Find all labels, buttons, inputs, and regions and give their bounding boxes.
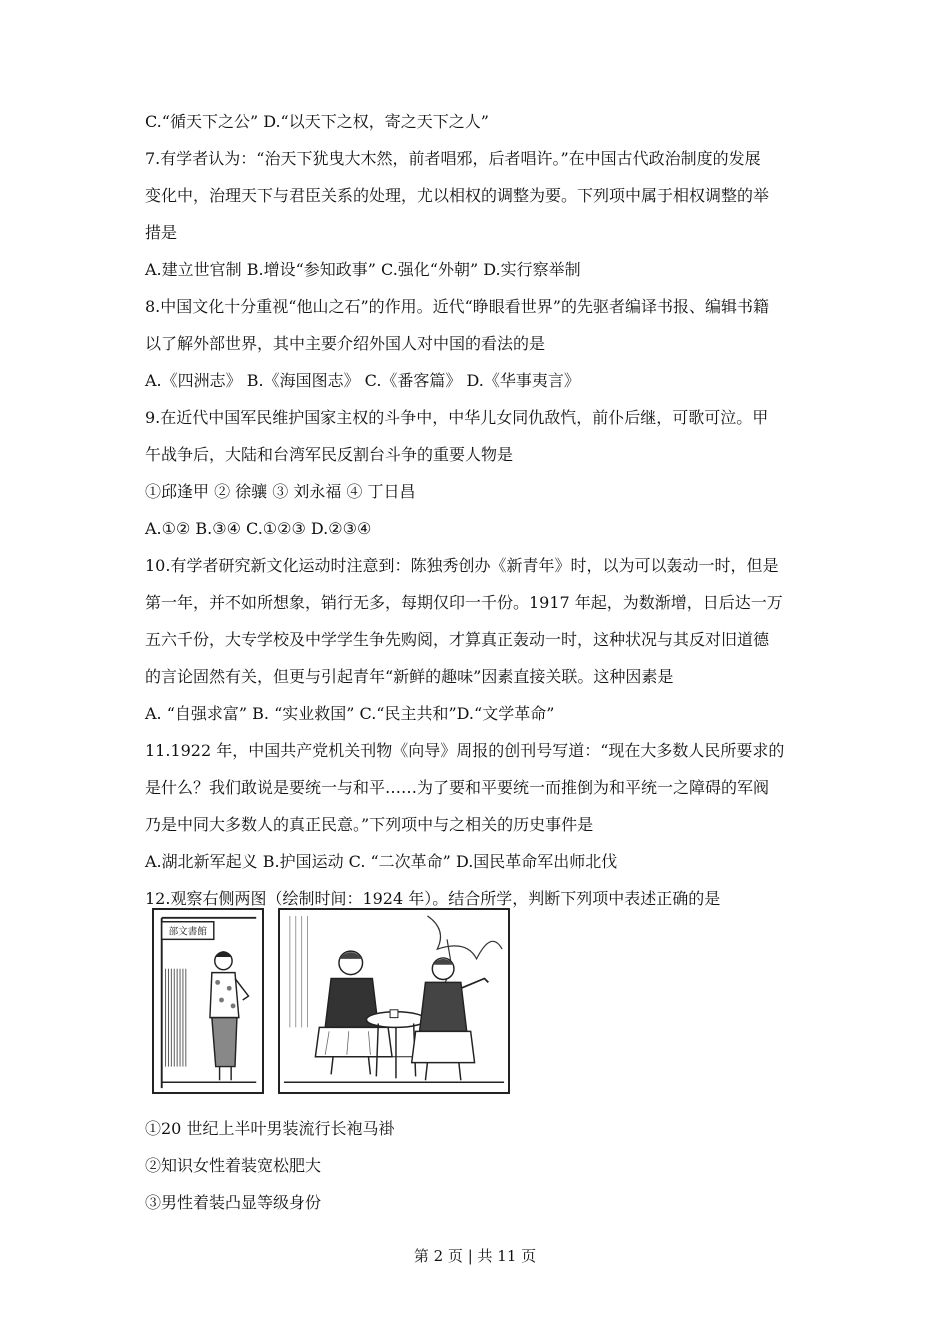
- page-footer: 第 2 页 | 共 11 页: [413, 1247, 537, 1265]
- text-line: 午战争后，大陆和台湾军民反割台斗争的重要人物是: [145, 445, 514, 464]
- text-line: 第一年，并不如所想象，销行无多，每期仅印一千份。1917 年起，为数渐增，日后达一万: [145, 593, 783, 612]
- woman-illustration: [152, 908, 264, 1094]
- text-line: 的言论固然有关，但更与引起青年“新鲜的趣味”因素直接关联。这种因素是: [145, 667, 674, 686]
- text-line: A.建立世官制 B.增设“参知政事” C.强化“外朝” D.实行察举制: [145, 260, 581, 279]
- figure-pair: [152, 908, 512, 1094]
- statement-item: ②知识女性着装宽松肥大: [145, 1156, 322, 1175]
- text-line: 五六千份，大专学校及中学学生争先购阅，才算真正轰动一时，这种状况与其反对旧道德: [145, 630, 770, 649]
- text-line: 11.1922 年，中国共产党机关刊物《向导》周报的创刊号写道：“现在大多数人民所要求的: [145, 741, 785, 760]
- statement-item: ③男性着装凸显等级身份: [145, 1193, 322, 1212]
- text-line: 变化中，治理天下与君臣关系的处理，尤以相权的调整为要。下列项中属于相权调整的举: [145, 186, 770, 205]
- text-line: 8.中国文化十分重视“他山之石”的作用。近代“睁眼看世界”的先驱者编译书报、编辑书籍: [145, 297, 769, 316]
- text-line: 是什么？我们敢说是要统一与和平……为了要和平要统一而推倒为和平统一之障碍的军阀: [145, 778, 770, 797]
- text-line: 措是: [145, 223, 178, 242]
- text-line: 9.在近代中国军民维护国家主权的斗争中，中华儿女同仇敌忾，前仆后继，可歌可泣。甲: [145, 408, 769, 427]
- text-line: 7.有学者认为：“治天下犹曳大木然，前者唱邪，后者唱许。”在中国古代政治制度的发展: [145, 149, 761, 168]
- text-line: A.《四洲志》 B.《海国图志》 C.《番客篇》 D.《华事夷言》: [145, 371, 580, 390]
- two-men-illustration: [278, 908, 510, 1094]
- text-line: C.“循天下之公” D.“以天下之权，寄之天下之人”: [145, 112, 489, 131]
- question-text: [145, 110, 815, 924]
- text-line: 以了解外部世界，其中主要介绍外国人对中国的看法的是: [145, 334, 546, 353]
- text-line: A.①② B.③④ C.①②③ D.②③④: [145, 519, 372, 538]
- shop-sign-text: 部文書館: [168, 926, 208, 938]
- text-line: 乃是中同大多数人的真正民意。”下列项中与之相关的历史事件是: [145, 815, 594, 834]
- text-line: ①邱逢甲 ② 徐骧 ③ 刘永福 ④ 丁日昌: [145, 482, 416, 501]
- statement-list: [145, 1117, 815, 1228]
- text-line: A.湖北新军起义 B.护国运动 C. “二次革命” D.国民革命军出师北伐: [145, 852, 618, 871]
- text-line: 12.观察右侧两图（绘制时间：1924 年）。结合所学，判断下列项中表述正确的是: [145, 889, 721, 908]
- text-line: A. “自强求富” B. “实业救国” C.“民主共和”D.“文学革命”: [145, 704, 555, 723]
- statement-item: ①20 世纪上半叶男装流行长袍马褂: [145, 1119, 395, 1138]
- text-line: 10.有学者研究新文化运动时注意到：陈独秀创办《新青年》时，以为可以轰动一时，但是: [145, 556, 779, 575]
